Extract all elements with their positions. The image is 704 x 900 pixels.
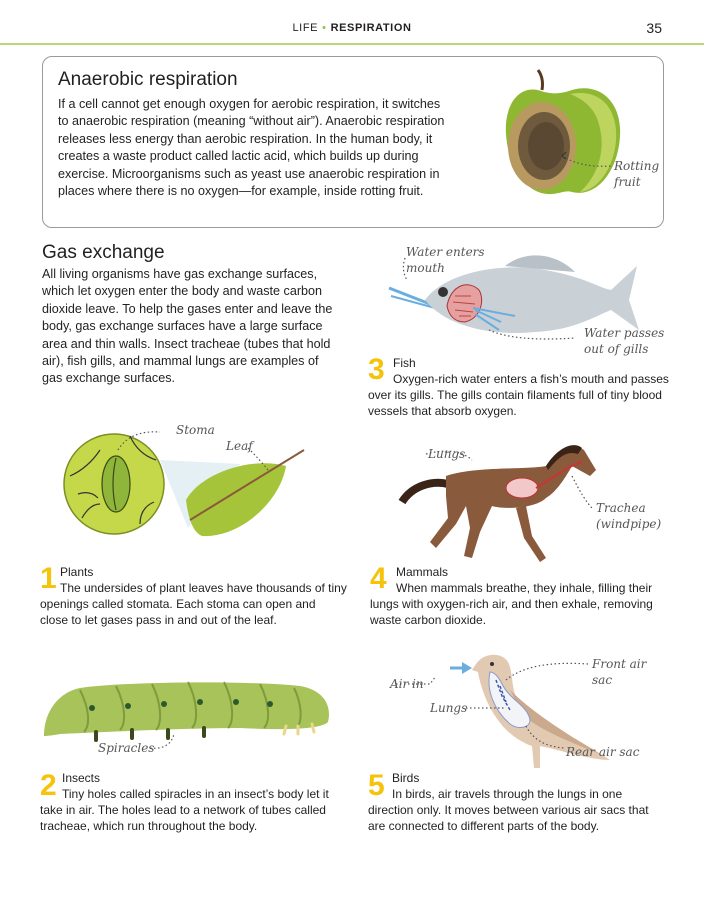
- anaerobic-title: Anaerobic respiration: [58, 69, 238, 90]
- birds-text-line: direction only. It moves between various air sacs that: [368, 803, 649, 817]
- plant-label-leaf: Leaf: [226, 439, 253, 453]
- plant-label-stoma: Stoma: [176, 423, 215, 437]
- mammals-number: 4: [370, 562, 387, 595]
- birds-title: Birds: [392, 771, 420, 785]
- running-header: [0, 22, 704, 34]
- apple-label-rotting: Rotting: [614, 159, 660, 173]
- bird-label-rear-air-sac: Rear air sac: [566, 745, 640, 759]
- mammals-text-line: lungs with oxygen-rich air, and then exhale, removing: [370, 597, 653, 611]
- plant-leaf-illustration: [60, 420, 320, 550]
- caterpillar-illustration: [40, 670, 340, 760]
- text-line: air), fish gills, and mammal lungs are examples of: [42, 354, 319, 369]
- gas-exchange-text: [42, 266, 352, 388]
- horse-label-windpipe: (windpipe): [596, 517, 662, 531]
- mammals-text-line: waste carbon dioxide.: [370, 613, 487, 627]
- page-number: 35: [646, 20, 662, 36]
- rotting-apple-illustration: [500, 64, 660, 214]
- insects-text-line: tracheae, which run throughout the body.: [40, 819, 258, 833]
- apple-label-fruit: fruit: [614, 175, 641, 189]
- bird-label-sac: sac: [592, 673, 613, 687]
- text-line: area and thin walls. Insect tracheae (tubes that hold: [42, 336, 331, 351]
- header-rule: [0, 43, 704, 45]
- text-line: dioxide leave. To help the gases enter and leave the: [42, 301, 333, 316]
- bird-label-lungs: Lungs: [430, 701, 468, 715]
- text-line: which let oxygen enter the body and waste carbon: [42, 284, 323, 299]
- fish-text-line: Oxygen-rich water enters a fish’s mouth and passes: [393, 372, 669, 386]
- birds-text-line: are connected to different parts of the body.: [368, 819, 600, 833]
- header-separator: •: [322, 22, 327, 34]
- text-line: to anaerobic respiration (meaning “without air”). Anaerobic respiration: [58, 114, 445, 129]
- fish-text-line: vessels that absorb oxygen.: [368, 404, 517, 418]
- text-line: places where there is no oxygen—for example, inside rotting fruit.: [58, 184, 424, 199]
- text-line: exercise. Microorganisms such as yeast use anaerobic respiration in: [58, 166, 440, 181]
- birds-number: 5: [368, 769, 385, 802]
- plants-text-line: close to let gases pass in and out of the leaf.: [40, 613, 277, 627]
- insects-text-line: take in air. The holes lead to a network of tubes called: [40, 803, 326, 817]
- plants-text-line: The undersides of plant leaves have thousands of tiny: [60, 581, 347, 595]
- text-line: All living organisms have gas exchange surfaces,: [42, 267, 318, 281]
- gas-exchange-title: Gas exchange: [42, 242, 165, 263]
- header-section: LIFE: [292, 22, 319, 34]
- header-topic: RESPIRATION: [330, 22, 412, 34]
- fish-label-out-of-gills: out of gills: [584, 342, 649, 356]
- fish-label-mouth: mouth: [406, 261, 445, 275]
- bird-label-air-in: Air in: [390, 677, 424, 691]
- plants-text-line: openings called stomata. Each stoma can open and: [40, 597, 316, 611]
- fish-text-line: over its gills. The gills contain filaments full of tiny blood: [368, 388, 662, 402]
- insects-number: 2: [40, 769, 57, 802]
- plants-number: 1: [40, 562, 57, 595]
- text-line: If a cell cannot get enough oxygen for aerobic respiration, it switches: [58, 97, 441, 111]
- fish-label-water-enters: Water enters: [406, 245, 485, 259]
- mammals-title: Mammals: [396, 565, 449, 579]
- anaerobic-text: [58, 96, 488, 200]
- horse-label-trachea: Trachea: [596, 501, 646, 515]
- text-line: gas exchange surfaces.: [42, 371, 176, 386]
- fish-title: Fish: [393, 356, 416, 370]
- fish-label-water-passes: Water passes: [584, 326, 665, 340]
- bird-label-front-air: Front air: [592, 657, 647, 671]
- insects-title: Insects: [62, 771, 101, 785]
- insects-text-line: Tiny holes called spiracles in an insect’s body let it: [62, 787, 329, 801]
- mammals-text-line: When mammals breathe, they inhale, filling their: [396, 581, 653, 595]
- text-line: releases less energy than aerobic respiration. In the human body, it: [58, 131, 433, 146]
- text-line: creates a waste product called lactic acid, which builds up during: [58, 149, 419, 164]
- plants-title: Plants: [60, 565, 94, 579]
- fish-number: 3: [368, 353, 385, 386]
- horse-label-lungs: Lungs: [428, 447, 466, 461]
- birds-text-line: In birds, air travels through the lungs in one: [392, 787, 623, 801]
- text-line: body, gas exchange surfaces have a large surface: [42, 319, 323, 334]
- insect-label-spiracles: Spiracles: [98, 741, 155, 755]
